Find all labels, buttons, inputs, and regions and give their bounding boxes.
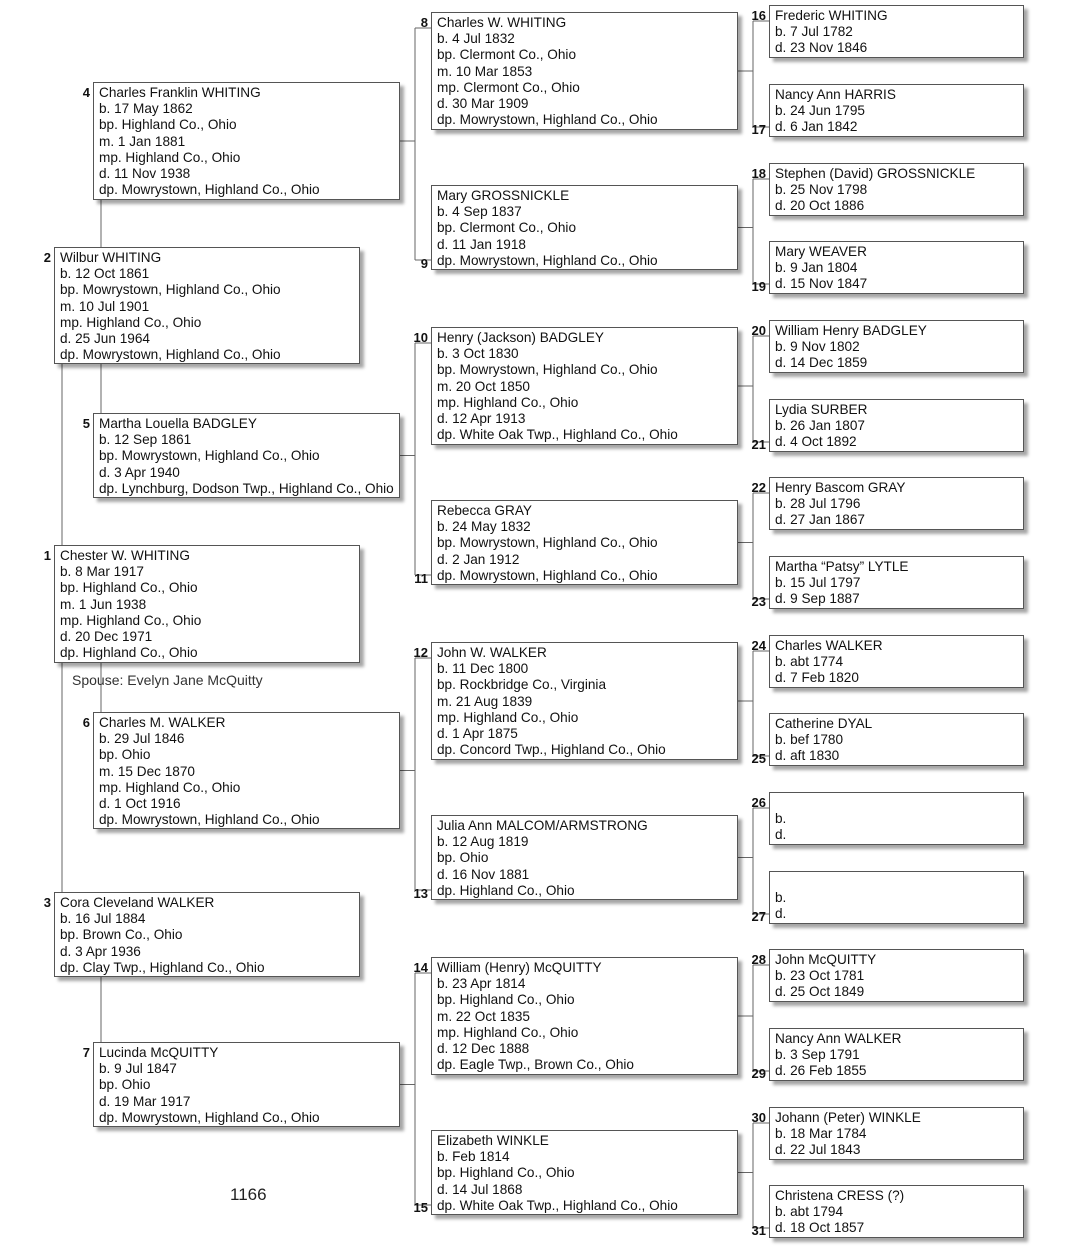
person-detail-line: dp. Mowrystown, Highland Co., Ohio xyxy=(99,812,320,828)
person-detail-line: b. 3 Oct 1830 xyxy=(437,346,519,362)
ahnentafel-number: 17 xyxy=(751,122,766,137)
person-detail-line: bp. Mowrystown, Highland Co., Ohio xyxy=(437,535,658,551)
ahnentafel-number: 27 xyxy=(751,909,766,924)
person-name: Nancy Ann HARRIS xyxy=(775,87,896,102)
person-box-29[interactable] xyxy=(769,1028,1024,1081)
ahnentafel-number: 22 xyxy=(751,480,766,495)
person-detail-line: d. 25 Oct 1849 xyxy=(775,984,865,1000)
ahnentafel-number: 6 xyxy=(82,715,90,730)
person-detail-line: bp. Rockbridge Co., Virginia xyxy=(437,677,607,693)
person-detail-line: b. 9 Jul 1847 xyxy=(99,1061,177,1077)
ahnentafel-number: 1 xyxy=(43,548,51,563)
person-box-26[interactable] xyxy=(769,792,1024,845)
person-detail-line: d. 30 Mar 1909 xyxy=(437,96,529,112)
person-detail-line: b. 9 Nov 1802 xyxy=(775,339,860,355)
person-detail-line: mp. Clermont Co., Ohio xyxy=(437,79,580,95)
spouse-line: Spouse: Evelyn Jane McQuitty xyxy=(72,672,263,688)
person-detail-line: d. 11 Nov 1938 xyxy=(99,166,191,182)
person-detail-line: mp. Highland Co., Ohio xyxy=(60,314,202,330)
person-box-28[interactable] xyxy=(769,949,1024,1002)
ahnentafel-number: 15 xyxy=(413,1200,428,1215)
person-detail-line: b. 23 Apr 1814 xyxy=(437,976,526,992)
person-detail-line: bp. Highland Co., Ohio xyxy=(60,580,198,596)
person-box-24[interactable] xyxy=(769,635,1024,688)
ahnentafel-number: 30 xyxy=(751,1110,766,1125)
person-box-12[interactable] xyxy=(431,642,738,760)
person-name: Wilbur WHITING xyxy=(60,250,162,265)
person-detail-line: b. 18 Mar 1784 xyxy=(775,1126,867,1142)
person-detail-line: d. 25 Jun 1964 xyxy=(60,331,150,347)
person-detail-line: d. 2 Jan 1912 xyxy=(437,551,520,567)
person-detail-line: d. 15 Nov 1847 xyxy=(775,276,868,292)
person-name: Cora Cleveland WALKER xyxy=(60,895,215,910)
person-detail-line: dp. Mowrystown, Highland Co., Ohio xyxy=(60,347,281,363)
person-name: Julia Ann MALCOM/ARMSTRONG xyxy=(437,818,648,833)
person-detail-line: b. 23 Oct 1781 xyxy=(775,968,865,984)
person-detail-line: d. xyxy=(775,906,787,922)
ahnentafel-number: 19 xyxy=(751,279,766,294)
person-detail-line: dp. Highland Co., Ohio xyxy=(60,645,198,661)
person-detail-line: bp. Ohio xyxy=(437,850,489,866)
person-box-7[interactable] xyxy=(93,1042,400,1127)
person-detail-line: dp. Mowrystown, Highland Co., Ohio xyxy=(99,1109,320,1125)
person-name: Lucinda McQUITTY xyxy=(99,1045,219,1060)
person-detail-line: b. 29 Jul 1846 xyxy=(99,731,185,747)
person-detail-line: mp. Highland Co., Ohio xyxy=(99,149,241,165)
ahnentafel-number: 26 xyxy=(751,795,766,810)
person-detail-line: m. 10 Jul 1901 xyxy=(60,298,150,314)
person-detail-line: mp. Highland Co., Ohio xyxy=(60,612,202,628)
person-detail-line: b. abt 1794 xyxy=(775,1204,844,1220)
person-name: Martha Louella BADGLEY xyxy=(99,416,257,431)
person-box-30[interactable] xyxy=(769,1107,1024,1160)
person-detail-line: b. 4 Sep 1837 xyxy=(437,204,522,220)
person-detail-line: d. 20 Dec 1971 xyxy=(60,629,153,645)
person-detail-line: d. 20 Oct 1886 xyxy=(775,198,865,214)
ahnentafel-number: 31 xyxy=(751,1223,766,1238)
person-detail-line: dp. Highland Co., Ohio xyxy=(437,882,575,898)
person-detail-line: bp. Mowrystown, Highland Co., Ohio xyxy=(60,282,281,298)
person-box-18[interactable] xyxy=(769,163,1024,216)
person-name: Mary GROSSNICKLE xyxy=(437,188,570,203)
person-name: William Henry BADGLEY xyxy=(775,323,927,338)
person-detail-line: b. 4 Jul 1832 xyxy=(437,31,515,47)
person-name: Charles W. WHITING xyxy=(437,15,567,30)
person-detail-line: d. 3 Apr 1940 xyxy=(99,464,180,480)
person-box-9[interactable] xyxy=(431,185,738,270)
person-detail-line: d. 11 Jan 1918 xyxy=(437,236,526,252)
person-detail-line: d. 6 Jan 1842 xyxy=(775,119,858,135)
person-name xyxy=(775,874,1018,890)
person-box-16[interactable] xyxy=(769,5,1024,58)
person-box-23[interactable] xyxy=(769,556,1024,609)
person-box-11[interactable] xyxy=(431,500,738,585)
person-detail-line: b. bef 1780 xyxy=(775,732,844,748)
person-detail-line: d. 12 Dec 1888 xyxy=(437,1041,530,1057)
ahnentafel-number: 7 xyxy=(82,1045,90,1060)
person-detail-line: m. 22 Oct 1835 xyxy=(437,1008,530,1024)
person-detail-line: dp. Mowrystown, Highland Co., Ohio xyxy=(99,182,320,198)
person-detail-line: b. 25 Nov 1798 xyxy=(775,182,868,198)
person-detail-line: b. 16 Jul 1884 xyxy=(60,911,146,927)
ahnentafel-number: 21 xyxy=(751,437,766,452)
page-number: 1166 xyxy=(230,1185,267,1204)
person-detail-line: dp. Clay Twp., Highland Co., Ohio xyxy=(60,959,265,975)
person-detail-line: bp. Mowrystown, Highland Co., Ohio xyxy=(99,448,320,464)
person-detail-line: bp. Highland Co., Ohio xyxy=(437,1165,575,1181)
person-detail-line: b. 15 Jul 1797 xyxy=(775,575,861,591)
person-detail-line: b. 24 Jun 1795 xyxy=(775,103,865,119)
person-name: Henry Bascom GRAY xyxy=(775,480,906,495)
person-name: Elizabeth WINKLE xyxy=(437,1133,549,1148)
person-detail-line: bp. Brown Co., Ohio xyxy=(60,927,183,943)
person-name: Catherine DYAL xyxy=(775,716,873,731)
person-box-25[interactable] xyxy=(769,713,1024,766)
person-box-21[interactable] xyxy=(769,399,1024,452)
person-box-31[interactable] xyxy=(769,1185,1024,1238)
person-box-13[interactable] xyxy=(431,815,738,900)
person-detail-line: d. 12 Apr 1913 xyxy=(437,411,526,427)
ahnentafel-number: 28 xyxy=(751,952,766,967)
person-detail-line: bp. Highland Co., Ohio xyxy=(99,117,237,133)
person-detail-line: dp. Eagle Twp., Brown Co., Ohio xyxy=(437,1057,634,1073)
person-box-10[interactable] xyxy=(431,327,738,445)
person-detail-line: bp. Mowrystown, Highland Co., Ohio xyxy=(437,362,658,378)
person-detail-line: b. 7 Jul 1782 xyxy=(775,24,853,40)
person-detail-line: d. 4 Oct 1892 xyxy=(775,434,857,450)
person-box-8[interactable] xyxy=(431,12,738,130)
person-name: Martha “Patsy” LYTLE xyxy=(775,559,909,574)
person-detail-line: b. 12 Aug 1819 xyxy=(437,834,529,850)
person-detail-line: bp. Ohio xyxy=(99,747,151,763)
person-detail-line: m. 10 Mar 1853 xyxy=(437,63,533,79)
ahnentafel-number: 11 xyxy=(414,571,428,586)
person-detail-line: b. abt 1774 xyxy=(775,654,844,670)
person-detail-line: bp. Ohio xyxy=(99,1077,151,1093)
person-detail-line: m. 20 Oct 1850 xyxy=(437,378,530,394)
person-name: Charles M. WALKER xyxy=(99,715,226,730)
person-box-4[interactable] xyxy=(93,82,400,200)
person-detail-line: d. 14 Jul 1868 xyxy=(437,1181,523,1197)
person-detail-line: b. 9 Jan 1804 xyxy=(775,260,858,276)
person-detail-line: b. 28 Jul 1796 xyxy=(775,496,861,512)
person-name: Stephen (David) GROSSNICKLE xyxy=(775,166,976,181)
person-detail-line: mp. Highland Co., Ohio xyxy=(437,1024,579,1040)
person-detail-line: mp. Highland Co., Ohio xyxy=(437,394,579,410)
person-box-27[interactable] xyxy=(769,871,1024,924)
person-detail-line: b. 12 Oct 1861 xyxy=(60,266,150,282)
person-name: Christena CRESS (?) xyxy=(775,1188,905,1203)
person-detail-line: d. aft 1830 xyxy=(775,748,840,764)
person-detail-line: b. 24 May 1832 xyxy=(437,519,531,535)
person-box-2[interactable] xyxy=(54,247,360,364)
person-detail-line: dp. Mowrystown, Highland Co., Ohio xyxy=(437,567,658,583)
person-detail-line: bp. Highland Co., Ohio xyxy=(437,992,575,1008)
person-detail-line: d. 23 Nov 1846 xyxy=(775,40,868,56)
person-box-1[interactable] xyxy=(54,545,360,663)
person-detail-line: d. 26 Feb 1855 xyxy=(775,1063,867,1079)
person-box-14[interactable] xyxy=(431,957,738,1075)
person-detail-line: b. 11 Dec 1800 xyxy=(437,661,529,677)
person-detail-line: b. xyxy=(775,890,787,906)
ahnentafel-number: 5 xyxy=(82,416,90,431)
person-name: Rebecca GRAY xyxy=(437,503,532,518)
person-detail-line: d. 18 Oct 1857 xyxy=(775,1220,865,1236)
person-detail-line: d. 1 Oct 1916 xyxy=(99,796,181,812)
person-detail-line: mp. Highland Co., Ohio xyxy=(99,779,241,795)
ahnentafel-number: 20 xyxy=(751,323,766,338)
ahnentafel-number: 10 xyxy=(413,330,428,345)
person-box-20[interactable] xyxy=(769,320,1024,373)
person-detail-line: d. 3 Apr 1936 xyxy=(60,943,141,959)
person-name: Frederic WHITING xyxy=(775,8,888,23)
person-name: Mary WEAVER xyxy=(775,244,867,259)
person-name: John McQUITTY xyxy=(775,952,877,967)
person-detail-line: bp. Clermont Co., Ohio xyxy=(437,47,577,63)
person-detail-line: d. xyxy=(775,827,787,843)
person-detail-line: b. 17 May 1862 xyxy=(99,101,193,117)
person-detail-line: d. 1 Apr 1875 xyxy=(437,726,518,742)
person-detail-line: d. 7 Feb 1820 xyxy=(775,670,859,686)
ahnentafel-number: 14 xyxy=(413,960,428,975)
ahnentafel-number: 25 xyxy=(751,751,766,766)
person-name: Charles Franklin WHITING xyxy=(99,85,261,100)
person-name: Lydia SURBER xyxy=(775,402,868,417)
person-box-3[interactable] xyxy=(54,892,360,977)
ahnentafel-number: 18 xyxy=(751,166,766,181)
person-detail-line: bp. Clermont Co., Ohio xyxy=(437,220,577,236)
person-name: John W. WALKER xyxy=(437,645,547,660)
person-name: Henry (Jackson) BADGLEY xyxy=(437,330,604,345)
person-name xyxy=(775,795,1018,811)
ahnentafel-number: 4 xyxy=(82,85,90,100)
person-detail-line: dp. Lynchburg, Dodson Twp., Highland Co., Ohio xyxy=(99,480,394,496)
person-detail-line: b. xyxy=(775,811,787,827)
person-detail-line: b. 3 Sep 1791 xyxy=(775,1047,860,1063)
ahnentafel-number: 12 xyxy=(413,645,428,660)
person-detail-line: dp. Mowrystown, Highland Co., Ohio xyxy=(437,252,658,268)
person-detail-line: dp. White Oak Twp., Highland Co., Ohio xyxy=(437,1197,678,1213)
person-detail-line: m. 21 Aug 1839 xyxy=(437,693,533,709)
person-detail-line: m. 15 Dec 1870 xyxy=(99,763,195,779)
person-detail-line: dp. White Oak Twp., Highland Co., Ohio xyxy=(437,427,678,443)
ahnentafel-number: 23 xyxy=(751,594,766,609)
person-detail-line: m. 1 Jan 1881 xyxy=(99,133,186,149)
person-detail-line: dp. Mowrystown, Highland Co., Ohio xyxy=(437,112,658,128)
person-box-19[interactable] xyxy=(769,241,1024,294)
ahnentafel-number: 24 xyxy=(751,638,766,653)
ahnentafel-number: 9 xyxy=(420,256,428,271)
person-detail-line: d. 14 Dec 1859 xyxy=(775,355,868,371)
person-detail-line: b. 8 Mar 1917 xyxy=(60,564,144,580)
ahnentafel-number: 8 xyxy=(420,15,428,30)
person-box-6[interactable] xyxy=(93,712,400,829)
person-detail-line: d. 19 Mar 1917 xyxy=(99,1093,191,1109)
person-detail-line: d. 16 Nov 1881 xyxy=(437,866,530,882)
person-box-22[interactable] xyxy=(769,477,1024,530)
person-name: Johann (Peter) WINKLE xyxy=(775,1110,921,1125)
ahnentafel-number: 29 xyxy=(751,1066,766,1081)
person-box-15[interactable] xyxy=(431,1130,738,1215)
person-detail-line: m. 1 Jun 1938 xyxy=(60,596,147,612)
ahnentafel-number: 16 xyxy=(751,8,766,23)
person-name: Charles WALKER xyxy=(775,638,883,653)
person-detail-line: mp. Highland Co., Ohio xyxy=(437,709,579,725)
person-detail-line: b. Feb 1814 xyxy=(437,1149,510,1165)
ahnentafel-number: 2 xyxy=(43,250,51,265)
person-name: Nancy Ann WALKER xyxy=(775,1031,902,1046)
ahnentafel-number: 13 xyxy=(413,886,428,901)
person-detail-line: dp. Concord Twp., Highland Co., Ohio xyxy=(437,742,666,758)
person-detail-line: b. 26 Jan 1807 xyxy=(775,418,865,434)
person-detail-line: d. 9 Sep 1887 xyxy=(775,591,860,607)
person-detail-line: d. 27 Jan 1867 xyxy=(775,512,865,528)
person-detail-line: b. 12 Sep 1861 xyxy=(99,432,192,448)
person-detail-line: d. 22 Jul 1843 xyxy=(775,1142,861,1158)
person-box-17[interactable] xyxy=(769,84,1024,137)
person-name: William (Henry) McQUITTY xyxy=(437,960,602,975)
person-name: Chester W. WHITING xyxy=(60,548,190,563)
ahnentafel-number: 3 xyxy=(43,895,51,910)
person-box-5[interactable] xyxy=(93,413,400,498)
